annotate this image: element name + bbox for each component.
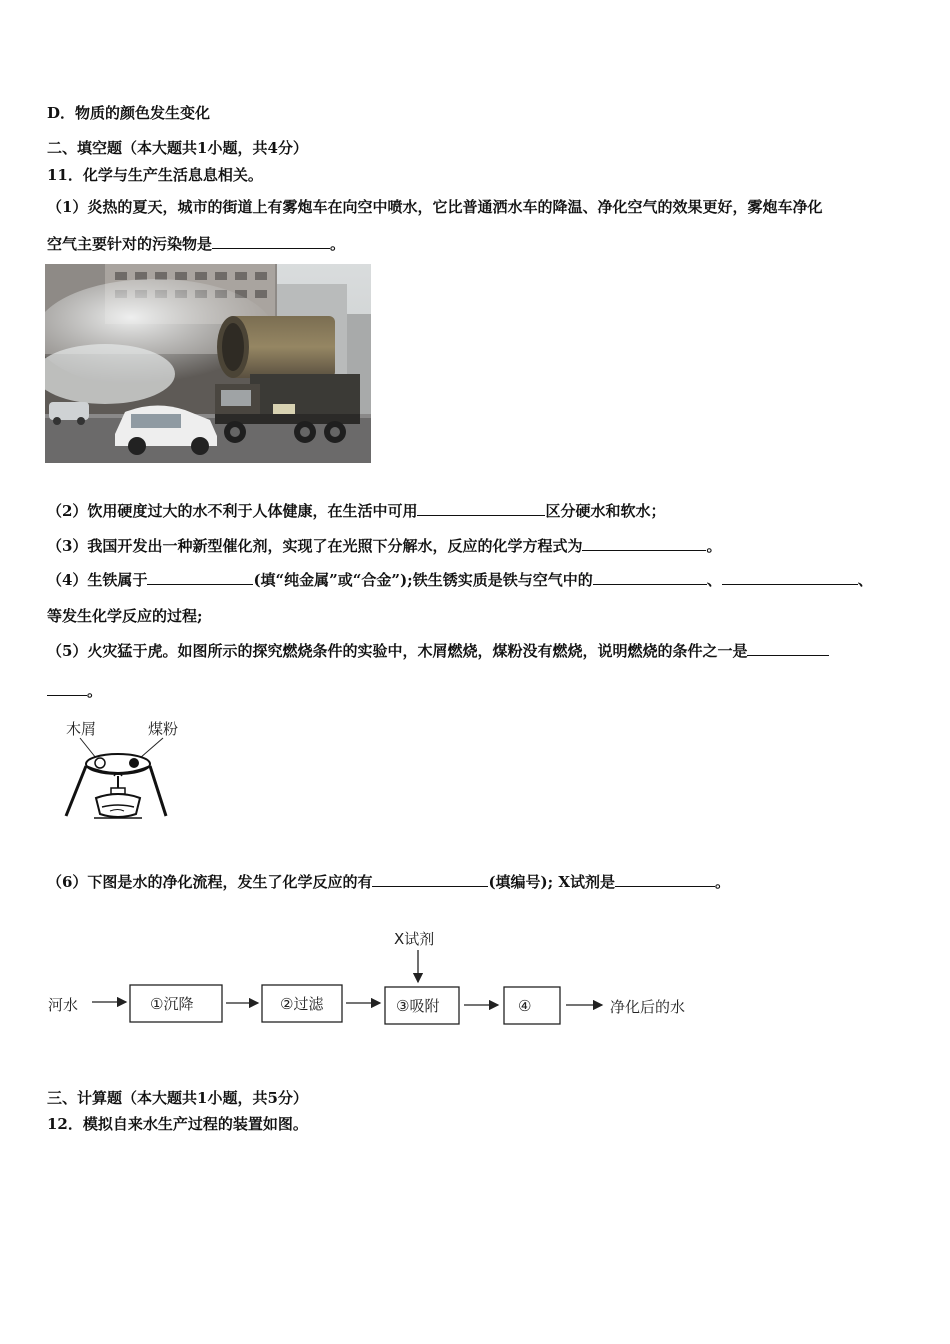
- section-2-header: 二、填空题（本大题共1小题，共4分）: [47, 139, 308, 157]
- q11-part2-text: （2）饮用硬度过大的水不利于人体健康，在生活中可用: [47, 502, 418, 520]
- fog-cannon-truck-photo: [45, 264, 371, 463]
- answer-blank-x-reagent[interactable]: [615, 872, 715, 887]
- q11-part3-text: （3）我国开发出一种新型催化剂，实现了在光照下分解水，反应的化学方程式为: [47, 537, 583, 555]
- q11-part5-end: 。: [87, 682, 103, 700]
- water-purification-flow: [40, 922, 720, 1032]
- flow-output-label: 净化后的水: [610, 998, 686, 1016]
- section-3-header: 三、计算题（本大题共1小题，共5分）: [47, 1089, 308, 1107]
- q11-part4-text-a: （4）生铁属于: [47, 571, 148, 589]
- q11-part1-line2: [47, 233, 345, 254]
- label-sawdust: 木屑: [66, 720, 97, 738]
- q11-part1-text: 空气主要针对的污染物是: [47, 235, 213, 253]
- answer-blank-rust-factor-1[interactable]: [593, 570, 707, 585]
- q11-part6-end: 。: [715, 873, 731, 891]
- answer-blank-pollutant[interactable]: [212, 234, 330, 249]
- question-12-title: 12．模拟自来水生产过程的装置如图。: [47, 1115, 308, 1133]
- question-11-title: 11．化学与生产生活息息相关。: [47, 166, 263, 184]
- q11-part4-sep-2: 、: [857, 571, 873, 589]
- answer-blank-chemical-steps[interactable]: [372, 872, 488, 887]
- q11-part1-line1: （1）炎热的夏天，城市的街道上有雾炮车在向空中喷水，它比普通洒水车的降温、净化空气的效果更好，雾炮车净化: [47, 198, 823, 216]
- q11-part3-end: 。: [706, 537, 722, 555]
- label-coal-powder: 煤粉: [148, 720, 179, 738]
- answer-blank-equation[interactable]: [582, 536, 706, 551]
- answer-blank-rust-factor-2[interactable]: [722, 570, 858, 585]
- q11-part5-line1: [47, 640, 829, 661]
- answer-blank-combustion-condition-cont[interactable]: [47, 681, 87, 696]
- flow-step4-box: [504, 987, 560, 1024]
- q11-part2: [47, 500, 665, 521]
- answer-blank-iron-type[interactable]: [147, 570, 253, 585]
- q11-part4-line1: [47, 569, 873, 590]
- combustion-experiment-figure: [58, 714, 198, 830]
- flow-step3-label: ③吸附: [396, 997, 440, 1015]
- option-d: D．物质的颜色发生变化: [47, 104, 211, 122]
- flow-reagent-label: X试剂: [394, 930, 435, 948]
- q11-part6-text-b: (填编号); X试剂是: [488, 873, 616, 891]
- answer-blank-combustion-condition[interactable]: [747, 641, 829, 656]
- q11-part1-end: 。: [330, 235, 346, 253]
- flow-step2-label: ②过滤: [280, 995, 324, 1013]
- q11-part4-line2: 等发生化学反应的过程;: [47, 607, 203, 625]
- q11-part6-text-a: （6）下图是水的净化流程，发生了化学反应的有: [47, 873, 373, 891]
- q11-part5-line2: [47, 680, 102, 701]
- q11-part4-text-b: (填“纯金属”或“合金”);铁生锈实质是铁与空气中的: [253, 571, 593, 589]
- q11-part4-sep-1: 、: [706, 571, 722, 589]
- flow-source-label: 河水: [48, 996, 79, 1014]
- answer-blank-hardness-test[interactable]: [417, 501, 545, 516]
- flow-step4-label: ④: [518, 997, 532, 1015]
- q11-part6: [47, 871, 730, 892]
- q11-part5-text: （5）火灾猛于虎。如图所示的探究燃烧条件的实验中，木屑燃烧，煤粉没有燃烧，说明燃烧的条件之一是: [47, 642, 748, 660]
- flow-step1-label: ①沉降: [150, 995, 194, 1013]
- q11-part2-end: 区分硬水和软水；: [545, 502, 666, 520]
- q11-part3: [47, 535, 721, 556]
